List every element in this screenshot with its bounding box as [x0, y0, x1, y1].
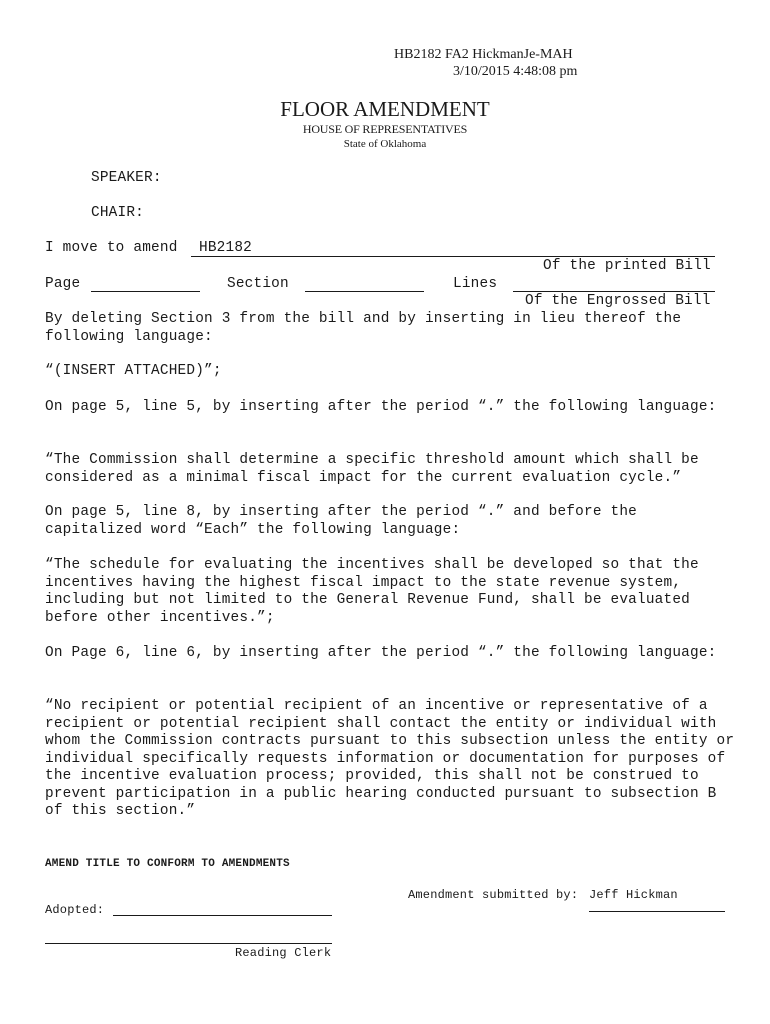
- printed-bill-label: Of the printed Bill: [543, 258, 711, 274]
- engrossed-bill-label: Of the Engrossed Bill: [525, 293, 711, 309]
- body-paragraph-7: On Page 6, line 6, by inserting after the period “.” the following language:: [45, 645, 717, 661]
- document-title: FLOOR AMENDMENT: [280, 97, 490, 121]
- chamber-subtitle: HOUSE OF REPRESENTATIVES: [302, 122, 468, 136]
- body-paragraph-1: By deleting Section 3 from the bill and by inserting in lieu thereof the following language:: [45, 311, 682, 345]
- section-field: [305, 291, 424, 292]
- body-paragraph-4: “The Commission shall determine a specific threshold amount which shall be considered as a minimal fiscal impact for the current evaluation cycle.”: [45, 452, 699, 486]
- chair-label: CHAIR:: [91, 205, 145, 221]
- bill-number-underline: [191, 256, 715, 257]
- body-paragraph-8: “No recipient or potential recipient of an incentive or representative of a recipient or potential recipient shall contact the entity or individual with whom the Commission contracts pursuant to this subsection unless the entity or individual specifically requests information or documentation for purposes of the incentive evaluation process; provided, this shall not be construed to prevent participation in a public hearing conducted pursuant to subsection B of this section.”: [45, 698, 735, 819]
- state-name: State of Oklahoma: [343, 138, 427, 150]
- reading-clerk-signature-line: [45, 943, 332, 944]
- move-to-amend-label: I move to amend: [45, 240, 178, 256]
- lines-label: Lines: [453, 276, 498, 292]
- adopted-label: Adopted:: [45, 903, 105, 917]
- reading-clerk-label: Reading Clerk: [235, 946, 332, 960]
- lines-field: [513, 291, 715, 292]
- page-field: [91, 291, 200, 292]
- document-id: HB2182 FA2 HickmanJe-MAH: [394, 47, 573, 62]
- submitted-by-underline: [589, 911, 725, 912]
- submitted-by-label: Amendment submitted by:: [408, 888, 579, 902]
- submitted-by-name: Jeff Hickman: [589, 888, 678, 902]
- body-paragraph-2: “(INSERT ATTACHED)”;: [45, 363, 222, 379]
- page-label: Page: [45, 276, 81, 292]
- bill-number: HB2182: [199, 240, 253, 256]
- speaker-label: SPEAKER:: [91, 170, 162, 186]
- body-paragraph-3: On page 5, line 5, by inserting after the period “.” the following language:: [45, 399, 717, 415]
- body-paragraph-5: On page 5, line 8, by inserting after the period “.” and before the capitalized word “Each” the following language:: [45, 504, 637, 538]
- amend-title-instruction: AMEND TITLE TO CONFORM TO AMENDMENTS: [45, 858, 290, 870]
- body-paragraph-6: “The schedule for evaluating the incentives shall be developed so that the incentives having the highest fiscal impact to the state revenue system, including but not limited to the General Revenue Fund, shall be evaluated before other incentives.”;: [45, 557, 699, 626]
- section-label: Section: [227, 276, 289, 292]
- timestamp: 3/10/2015 4:48:08 pm: [453, 64, 578, 79]
- adopted-signature-line: [113, 915, 332, 916]
